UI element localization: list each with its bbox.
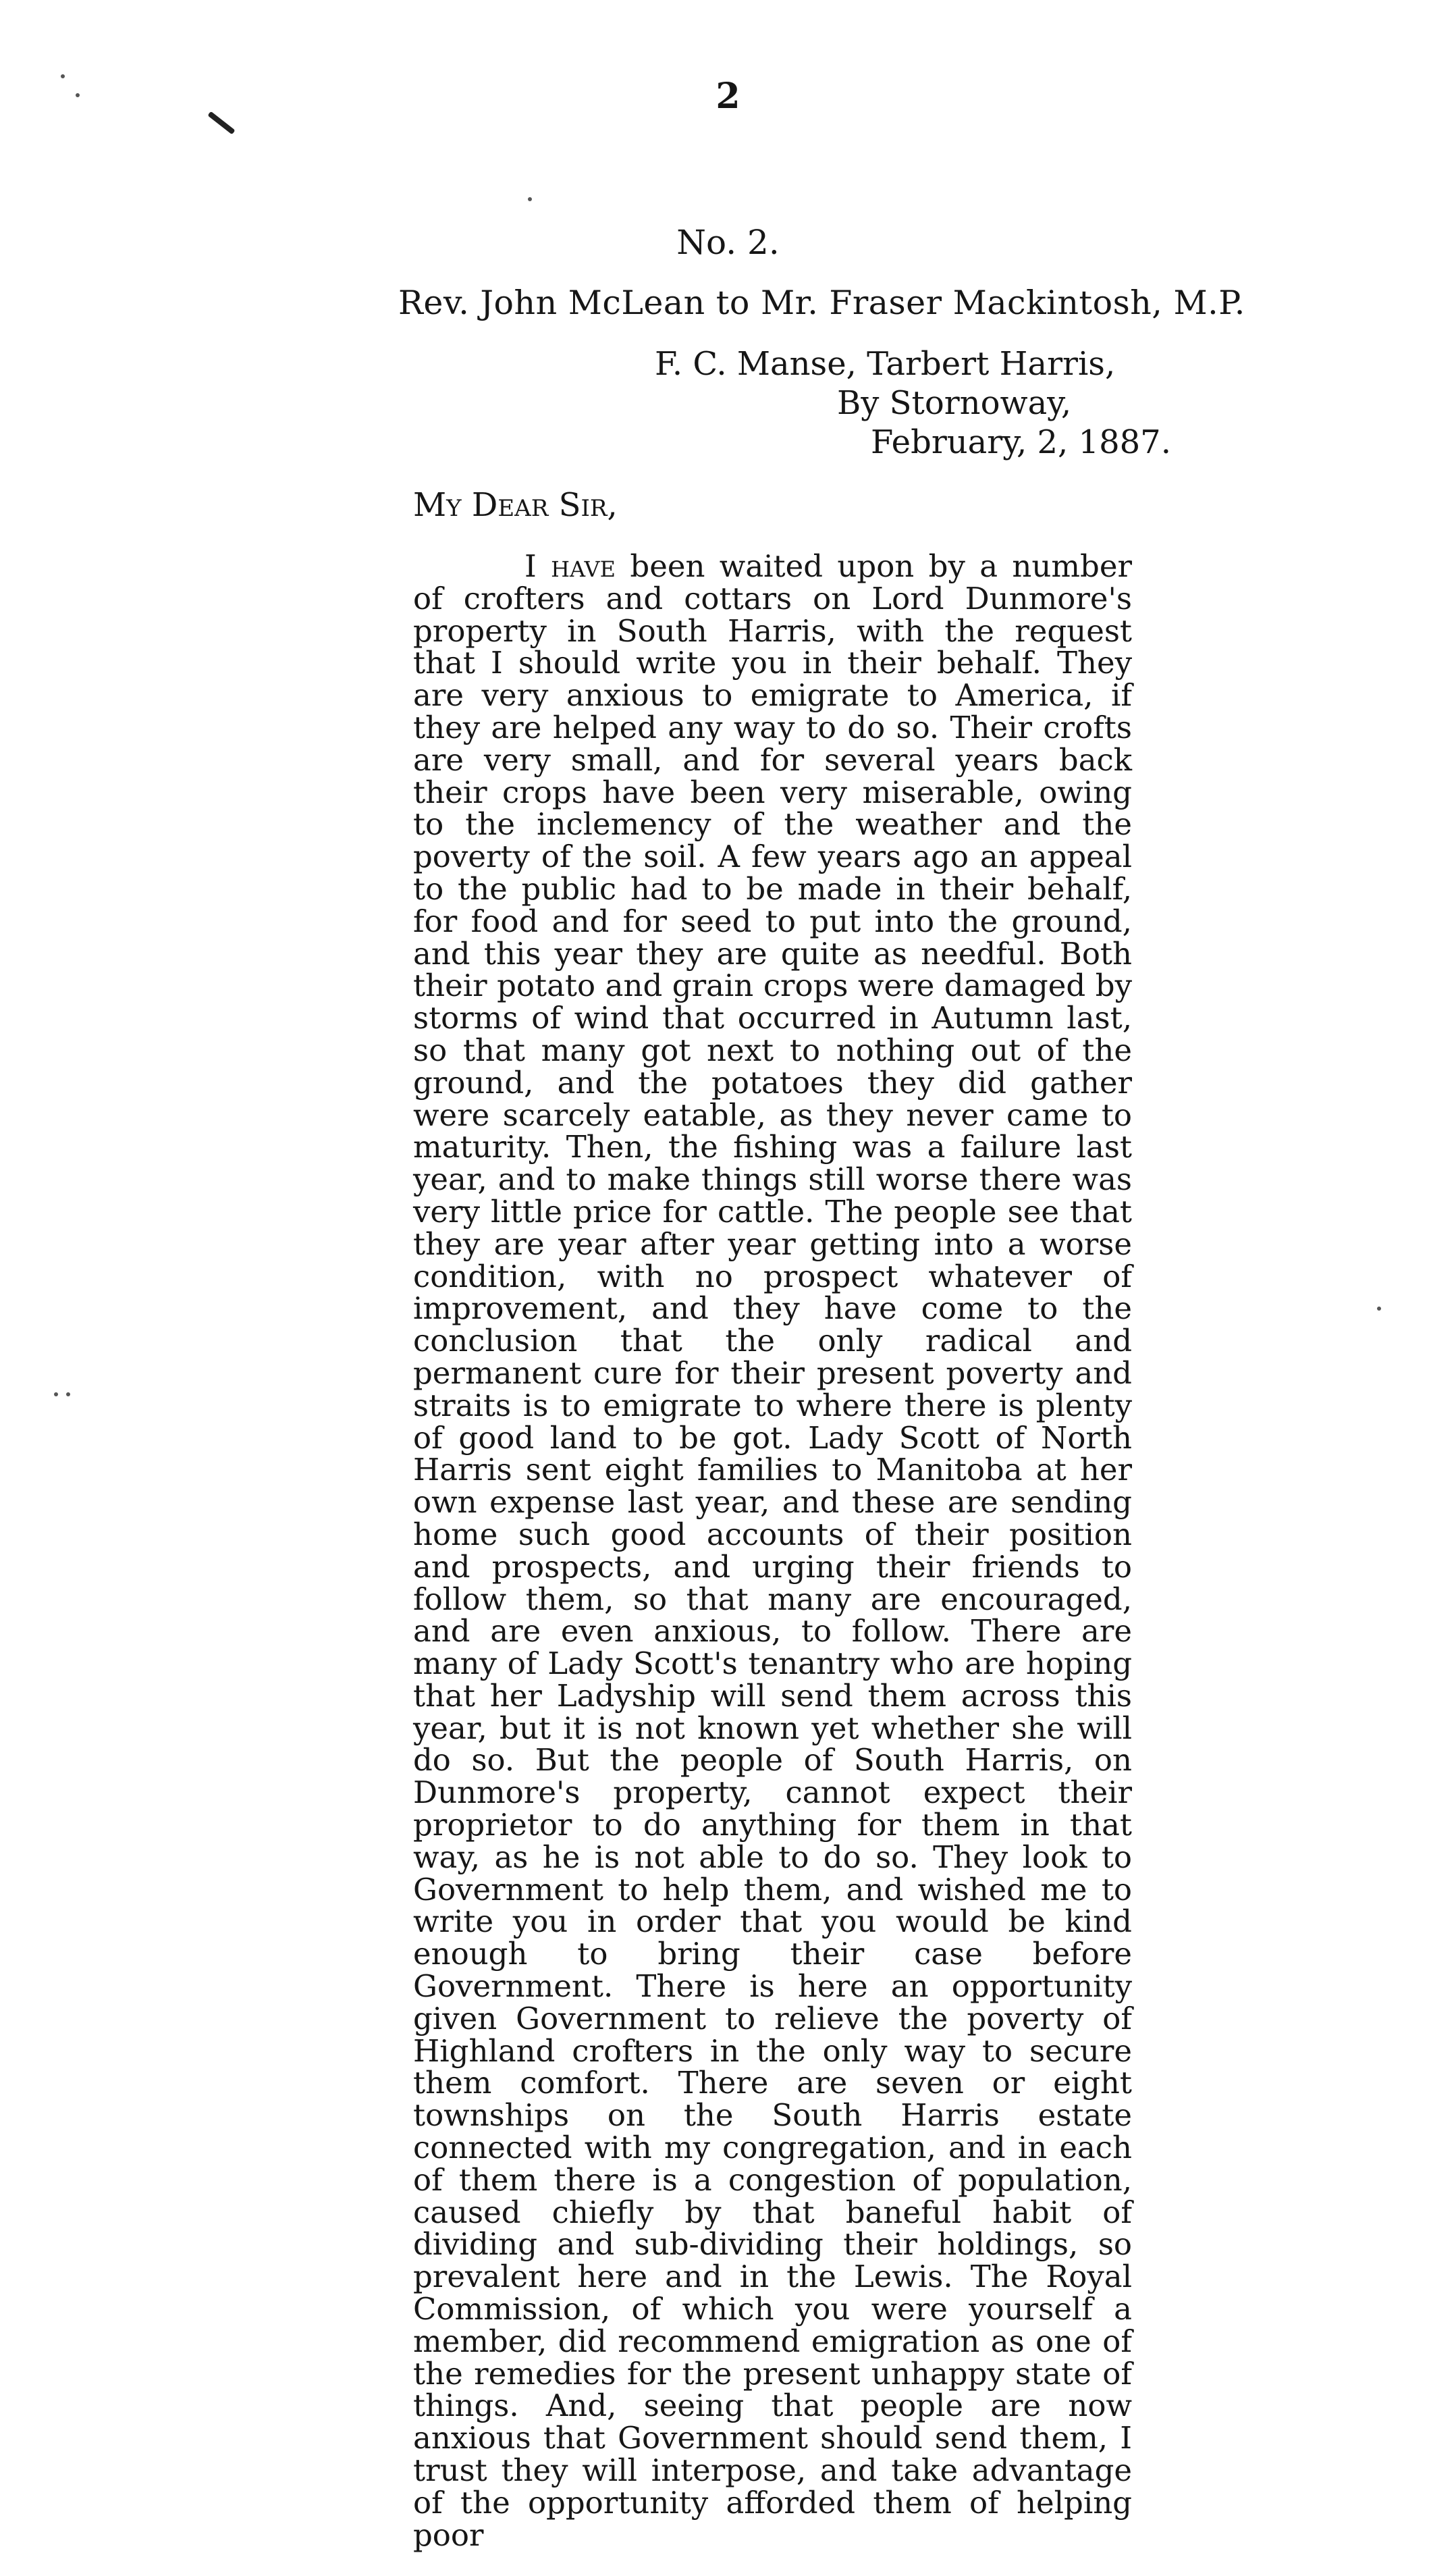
sender-address <box>655 344 1171 462</box>
letter-heading: Rev. John McLean to Mr. Fraser Mackintosh, M.P. <box>398 284 1245 322</box>
page-number: 2 <box>716 76 740 117</box>
paper-speck <box>66 1392 70 1396</box>
address-date: February, 2, 1887. <box>871 423 1171 461</box>
paper-speck <box>54 1392 58 1396</box>
address-line-1: F. C. Manse, Tarbert Harris, <box>655 345 1116 383</box>
address-line-2: By Stornoway, <box>837 384 1072 422</box>
paper-speck <box>528 197 532 201</box>
document-number: No. 2. <box>676 223 780 262</box>
letter-body <box>413 550 1132 2551</box>
body-paragraph: been waited upon by a number of crofters and cottars on Lord Dunmore's property in South Harris, with the request that I should write you in their behalf. They are very anxious to emigrate to America, if they are helped any way to do so. Their crofts are very small, and for several years back their crops have been very miserable, owing to the inclemency of the weather and the poverty of the soil. A few years ago an appeal to the public had to be made in their behalf, for food and for seed to put into the ground, and this year they are quite as needful. Both their potato and grain crops were damaged by storms of wind that occurred in Autumn last, so that many got next to nothing out of the ground, and the potatoes they did gather were scarcely eatable, as they never came to maturity. Then, the fishing was a failure last year, and to make things still worse there was very little price for cattle. The people see that they are year after year getting into a worse condition, with no prospect whatever of improvement, and they have come to the conclusion that the only radical and permanent cure for their present poverty and straits is to emigrate to where there is plenty of good land to be got. Lady Scott of North Harris sent eight families to Manitoba at her own expense last year, and these are sending home such good accounts of their position and prospects, and urging their friends to follow them, so that many are encouraged, and are even anxious, to follow. There are many of Lady Scott's tenantry who are hoping that her Ladyship will send them across this year, but it is not known yet whether she will do so. But the people of South Harris, on Dunmore's property, cannot expect their proprietor to do anything for them in that way, as he is not able to do so. They look to Government to help them, and wished me to write you in order that you would be kind enough to bring their case before Government. There is here an opportunity given Government to relieve the poverty of Highland crofters in the only way to secure them comfort. There are seven or eight townships on the South Harris estate connected with my congregation, and in each of them there is a congestion of population, caused chiefly by that baneful habit of dividing and sub-dividing their holdings, so prevalent here and in the Lewis. The Royal Commission, of which you were yourself a member, did recommend emigration as one of the remedies for the present unhappy state of things. And, seeing that people are now anxious that Government should send them, I trust they will interpose, and take advantage of the opportunity afforded them of helping poor <box>413 548 1132 2553</box>
paper-speck <box>1377 1307 1381 1311</box>
salutation: My Dear Sir, <box>413 486 618 524</box>
body-lead-words: I have <box>524 548 616 584</box>
